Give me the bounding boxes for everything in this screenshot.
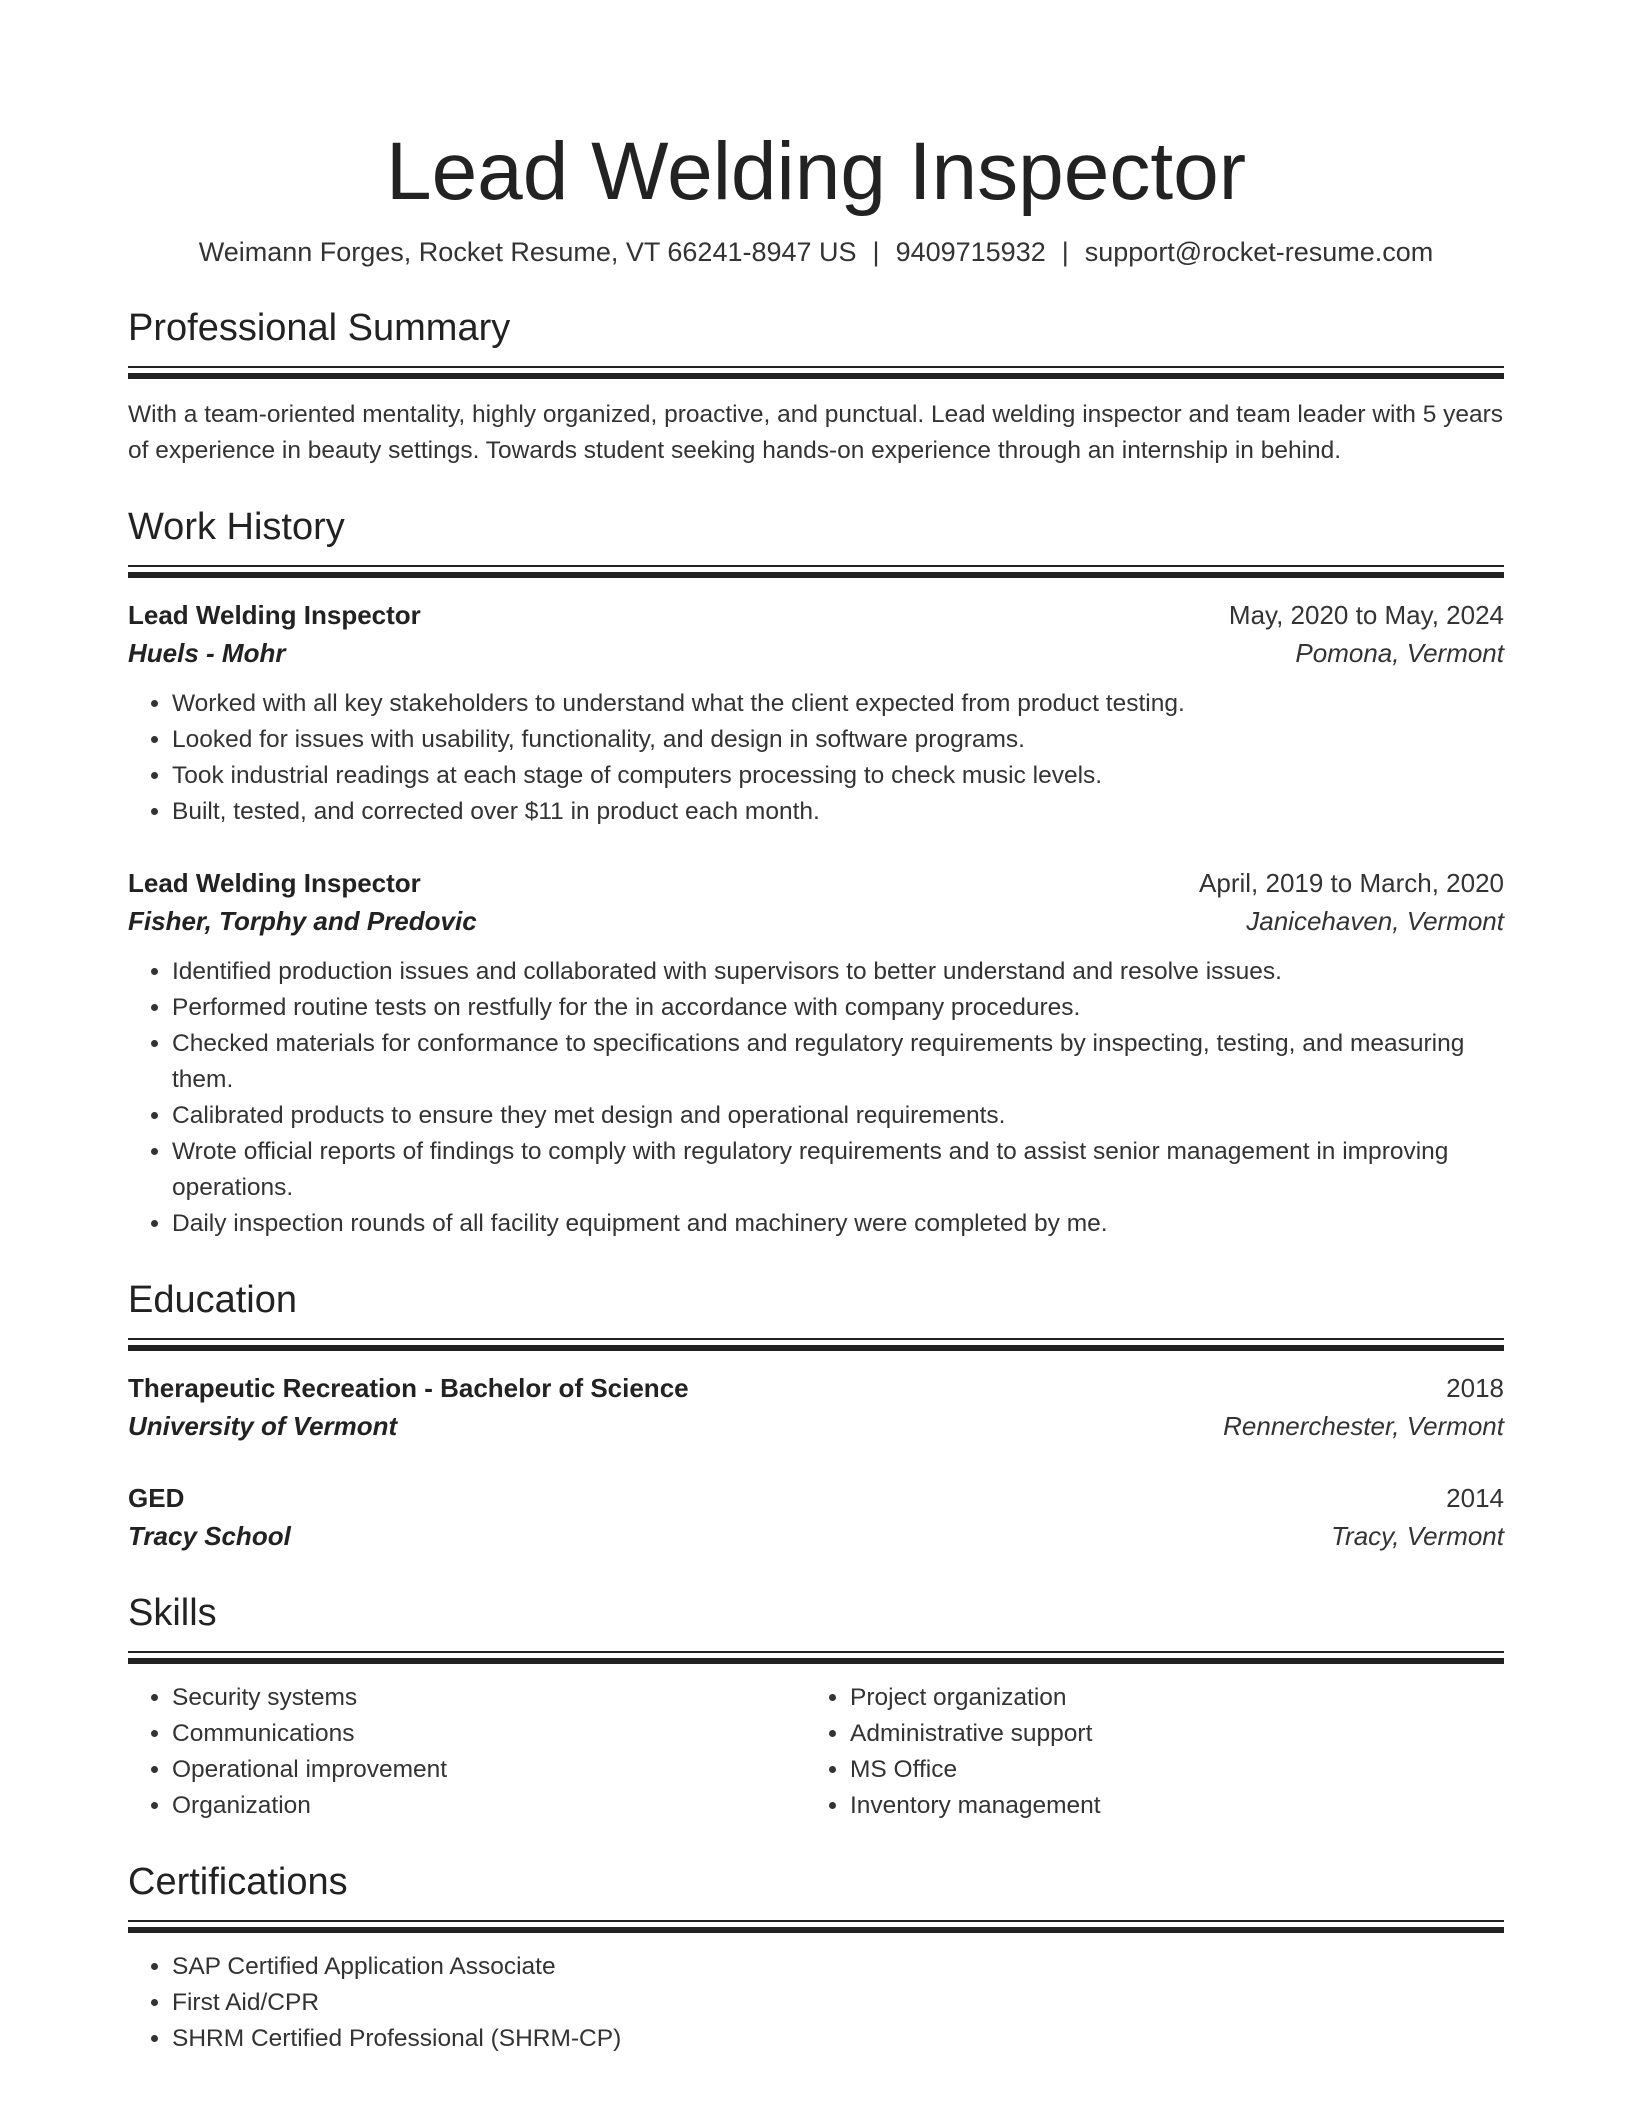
education-year: 2018	[1446, 1373, 1504, 1403]
contact-email: support@rocket-resume.com	[1084, 237, 1434, 267]
section-rule	[128, 1651, 1504, 1664]
section-title-work-history: Work History	[128, 506, 345, 548]
job-bullets	[128, 954, 1504, 1242]
job-title: Lead Welding Inspector	[128, 600, 421, 630]
list-item: • Took industrial readings at each stage of computers processing to check music levels.	[172, 758, 1504, 794]
contact-separator: |	[872, 237, 880, 267]
section-title-certifications: Certifications	[128, 1861, 348, 1903]
job-dates: April, 2019 to March, 2020	[1199, 868, 1504, 898]
contact-separator: |	[1061, 237, 1069, 267]
section-work-history	[128, 503, 1504, 1242]
education-degree: GED	[128, 1483, 185, 1513]
education-school: Tracy School	[128, 1521, 291, 1551]
contact-address: Weimann Forges, Rocket Resume, VT 66241-8947 US	[198, 237, 857, 267]
list-item: • Built, tested, and corrected over $11 in product each month.	[172, 794, 1504, 830]
section-rule	[128, 1920, 1504, 1933]
education-entry	[128, 1479, 1504, 1555]
education-entry	[128, 1369, 1504, 1445]
skills-columns	[128, 1680, 1504, 1824]
list-item: • Administrative support	[850, 1716, 1484, 1752]
list-item: • First Aid/CPR	[172, 1985, 1504, 2021]
list-item: • Performed routine tests on restfully for the in accordance with company procedures.	[172, 990, 1504, 1026]
education-degree: Therapeutic Recreation - Bachelor of Science	[128, 1373, 689, 1403]
list-item: • Organization	[172, 1788, 806, 1824]
job-entry	[128, 596, 1504, 830]
certifications-list	[128, 1949, 1504, 2057]
list-item: • Calibrated products to ensure they met design and operational requirements.	[172, 1098, 1504, 1134]
list-item: • MS Office	[850, 1752, 1484, 1788]
list-item: • Checked materials for conformance to specifications and regulatory requirements by inspecting, testing, and measuring them.	[172, 1026, 1504, 1098]
skills-left-column	[128, 1680, 806, 1824]
list-item: • Inventory management	[850, 1788, 1484, 1824]
job-company: Fisher, Torphy and Predovic	[128, 906, 477, 936]
section-rule	[128, 366, 1504, 379]
list-item: • Security systems	[172, 1680, 806, 1716]
list-item: • Communications	[172, 1716, 806, 1752]
list-item: • Project organization	[850, 1680, 1484, 1716]
section-certifications	[128, 1858, 1504, 2057]
job-bullets	[128, 686, 1504, 830]
education-location: Tracy, Vermont	[1331, 1521, 1504, 1551]
job-dates: May, 2020 to May, 2024	[1228, 600, 1504, 630]
resume-content	[128, 122, 1504, 2057]
list-item: • Wrote official reports of findings to comply with regulatory requirements and to assist senior management in improving operations.	[172, 1134, 1504, 1206]
section-title-education: Education	[128, 1279, 298, 1321]
list-item: • Worked with all key stakeholders to understand what the client expected from product testing.	[172, 686, 1504, 722]
list-item: • Identified production issues and collaborated with supervisors to better understand and resolve issues.	[172, 954, 1504, 990]
list-item: • SHRM Certified Professional (SHRM-CP)	[172, 2021, 1504, 2057]
section-summary	[128, 304, 1504, 469]
section-skills	[128, 1589, 1504, 1824]
section-rule	[128, 565, 1504, 578]
list-item: • Operational improvement	[172, 1752, 806, 1788]
education-location: Rennerchester, Vermont	[1223, 1411, 1504, 1441]
job-company: Huels - Mohr	[128, 638, 286, 668]
education-year: 2014	[1446, 1483, 1504, 1513]
list-item: • Daily inspection rounds of all facility equipment and machinery were completed by me.	[172, 1206, 1504, 1242]
list-item: • Looked for issues with usability, functionality, and design in software programs.	[172, 722, 1504, 758]
education-school: University of Vermont	[128, 1411, 398, 1441]
resume-name: Lead Welding Inspector	[385, 126, 1247, 217]
section-title-skills: Skills	[128, 1592, 217, 1634]
section-title-summary: Professional Summary	[128, 307, 511, 349]
skills-right-column	[806, 1680, 1484, 1824]
contact-line	[128, 234, 1504, 270]
contact-phone: 9409715932	[895, 237, 1046, 267]
section-rule	[128, 1338, 1504, 1351]
job-location: Pomona, Vermont	[1295, 638, 1504, 668]
job-entry	[128, 864, 1504, 1242]
job-title: Lead Welding Inspector	[128, 868, 421, 898]
job-location: Janicehaven, Vermont	[1246, 906, 1504, 936]
section-education	[128, 1276, 1504, 1555]
summary-text: With a team-oriented mentality, highly organized, proactive, and punctual. Lead welding inspector and team leader with 5 years of experience in beauty settings. Towards student seeking hands-on experience through an internship in behind.	[128, 401, 1504, 464]
list-item: • SAP Certified Application Associate	[172, 1949, 1504, 1985]
